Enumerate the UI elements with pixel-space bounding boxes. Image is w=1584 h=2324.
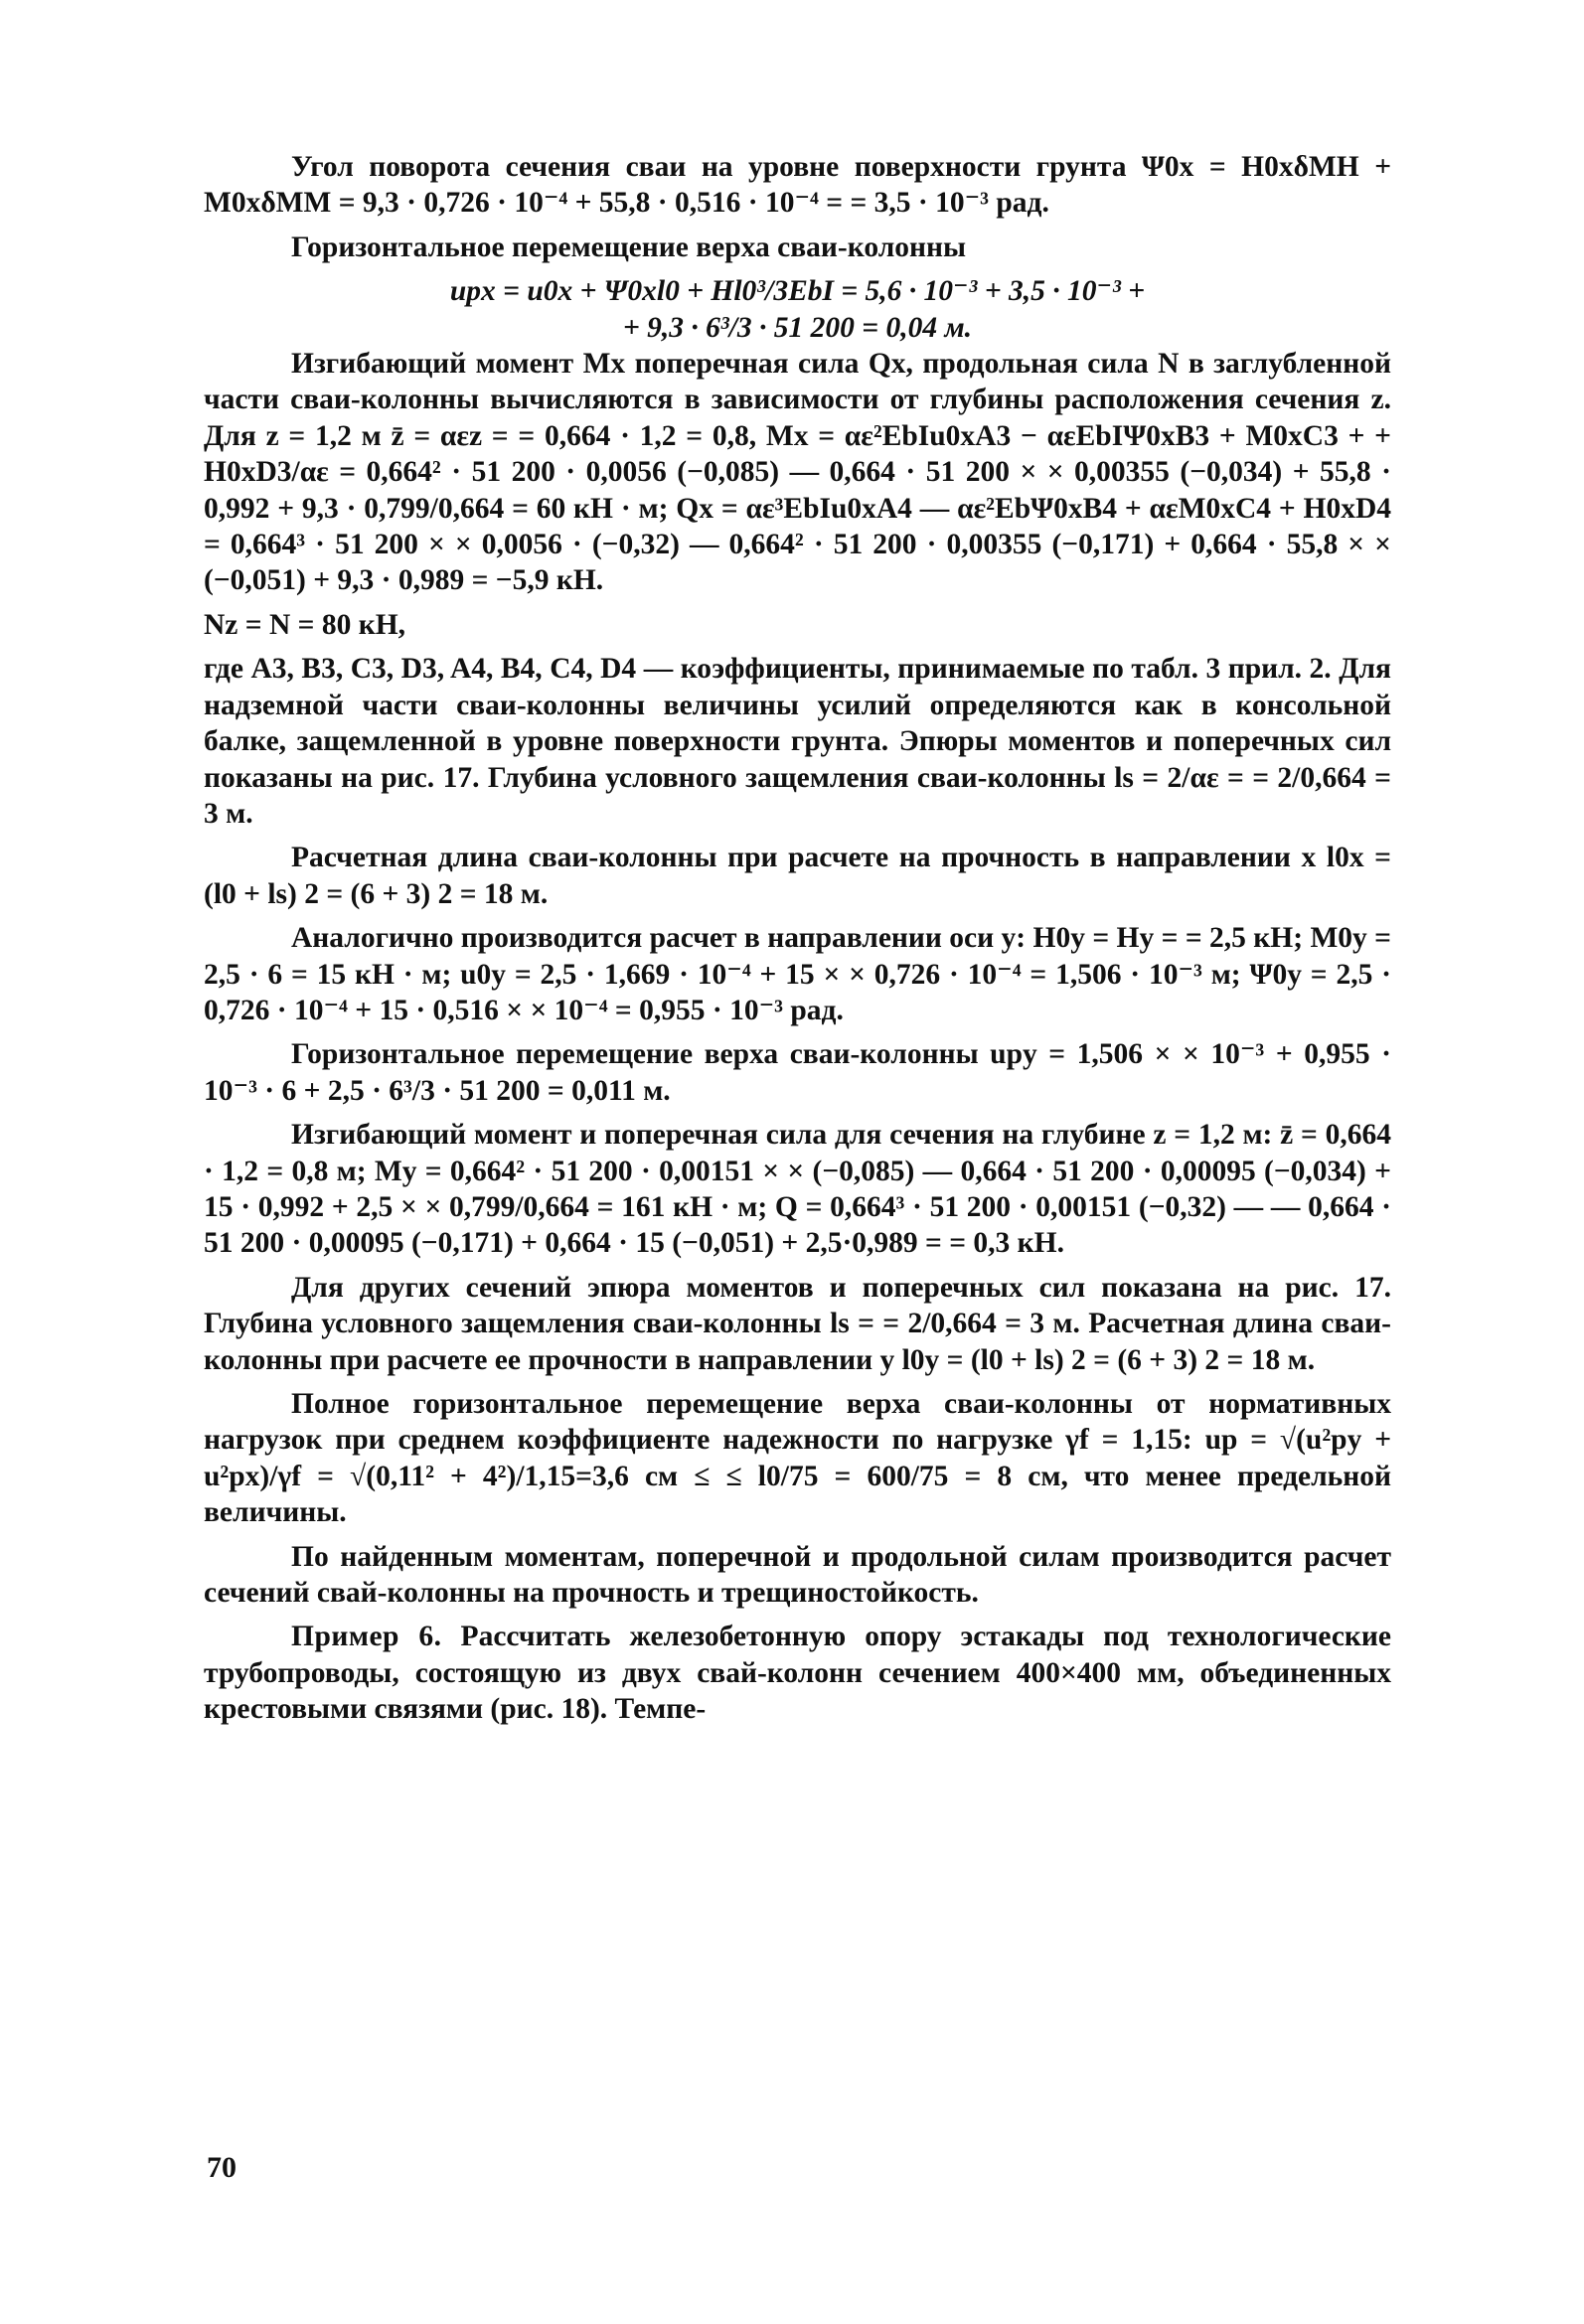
- page-number: 70: [207, 2151, 237, 2184]
- paragraph-design-length-x: Расчетная длина сваи-колонны при расчете на прочность в направлении x l0x = (l0 + ls) 2 = (6 + 3) 2 = 18 м.: [204, 842, 1391, 910]
- formula-displacement-line-2: + 9,3 · 6³/3 · 51 200 = 0,04 м.: [622, 311, 973, 344]
- paragraph-displacement-y: Горизонтальное перемещение верха сваи-колонны upy = 1,506 × × 10⁻³ + 0,955 · 10⁻³ · 6 + 2,5 · 6³/3 · 51 200 = 0,011 м.: [204, 1038, 1391, 1107]
- formula-displacement-line-1: upx = u0x + Ψ0xl0 + Hl0³/3EbI = 5,6 · 10⁻³ + 3,5 · 10⁻³ +: [449, 275, 1146, 308]
- paragraph-coefficients: где A3, B3, C3, D3, A4, B4, C4, D4 — коэффициенты, принимаемые по табл. 3 прил. 2. Для надземной части сваи-колонны величины усилий определяются как в консольной балке, защемленной в уровне поверхности грунта. Эпюры моментов и поперечных сил показаны на рис. 17. Глубина условного защемления сваи-колонны ls = 2/αε = = 2/0,664 = 3 м.: [204, 653, 1391, 830]
- paragraph-direction-y: Аналогично производится расчет в направлении оси y: H0y = Hy = = 2,5 кН; M0y = 2,5 · 6 = 15 кН · м; u0y = 2,5 · 1,669 · 10⁻⁴ + 15 × × 0,726 · 10⁻⁴ = 1,506 · 10⁻³ м; Ψ0y = 2,5 · 0,726 · 10⁻⁴ + 15 · 0,516 × × 10⁻⁴ = 0,955 · 10⁻³ рад.: [204, 922, 1391, 1026]
- document-page: [204, 149, 1391, 1736]
- paragraph-strength-calculation: По найденным моментам, поперечной и продольной силам производится расчет сечений свай-колонны на прочность и трещиностойкость.: [204, 1540, 1391, 1610]
- paragraph-example-6: [204, 1619, 1391, 1727]
- paragraph-axial-force: Nz = N = 80 кН,: [204, 608, 406, 641]
- example-text: Рассчитать железобетонную опору эстакады под технологические трубопроводы, состоящую из двух свай-колонн сечением 400×400 мм, объединенных крестовыми связями (рис. 18). Темпе-: [204, 1621, 1391, 1726]
- paragraph-bending-moment-x: Изгибающий момент Mx поперечная сила Qx, продольная сила N в заглубленной части сваи-колонны вычисляются в зависимости от глубины расположения сечения z. Для z = 1,2 м z̄ = αεz = = 0,664 · 1,2 = 0,8, Mx = αε²EbIu0xA3 − αεEbIΨ0xB3 + M0xC3 + + H0xD3/αε = 0,664² · 51 200 · 0,0056 (−0,085) — 0,664 · 51 200 × × 0,00355 (−0,034) + 55,8 · 0,992 + 9,3 · 0,799/0,664 = 60 кН · м; Qx = αε³EbIu0xA4 — αε²EbΨ0xB4 + αεM0xC4 + H0xD4 = 0,664³ · 51 200 × × 0,0056 · (−0,32) — 0,664² · 51 200 · 0,00355 (−0,171) + 0,664 · 55,8 × × (−0,051) + 9,3 · 0,989 = −5,9 кН.: [204, 348, 1391, 597]
- paragraph-bending-moment-y: Изгибающий момент и поперечная сила для сечения на глубине z = 1,2 м: z̄ = 0,664 · 1,2 = 0,8 м; My = 0,664² · 51 200 · 0,00151 × × (−0,085) — 0,664 · 51 200 · 0,00095 (−0,034) + 15 · 0,992 + 2,5 × × 0,799/0,664 = 161 кН · м; Q = 0,664³ · 51 200 · 0,00151 (−0,32) — — 0,664 · 51 200 · 0,00095 (−0,171) + 0,664 · 15 (−0,051) + 2,5·0,989 = = 0,3 кН.: [204, 1119, 1391, 1260]
- example-label: Пример 6.: [291, 1621, 442, 1653]
- paragraph-rotation-angle: Угол поворота сечения сваи на уровне поверхности грунта Ψ0x = H0xδMH + M0xδMM = 9,3 · 0,726 · 10⁻⁴ + 55,8 · 0,516 · 10⁻⁴ = = 3,5 · 10⁻³ рад.: [204, 151, 1391, 220]
- paragraph-other-sections: Для других сечений эпюра моментов и поперечных сил показана на рис. 17. Глубина условного защемления сваи-колонны ls = = 2/0,664 = 3 м. Расчетная длина сваи-колонны при расчете ее прочности в направлении y l0y = (l0 + ls) 2 = (6 + 3) 2 = 18 м.: [204, 1271, 1391, 1376]
- paragraph-horizontal-displacement-heading: Горизонтальное перемещение верха сваи-колонны: [291, 231, 967, 263]
- paragraph-full-displacement: Полное горизонтальное перемещение верха сваи-колонны от нормативных нагрузок при среднем коэффициенте надежности по нагрузке γf = 1,15: up = √(u²py + u²px)/γf = √(0,11² + 4²)/1,15=3,6 см ≤ ≤ l0/75 = 600/75 = 8 см, что менее предельной величины.: [204, 1388, 1391, 1529]
